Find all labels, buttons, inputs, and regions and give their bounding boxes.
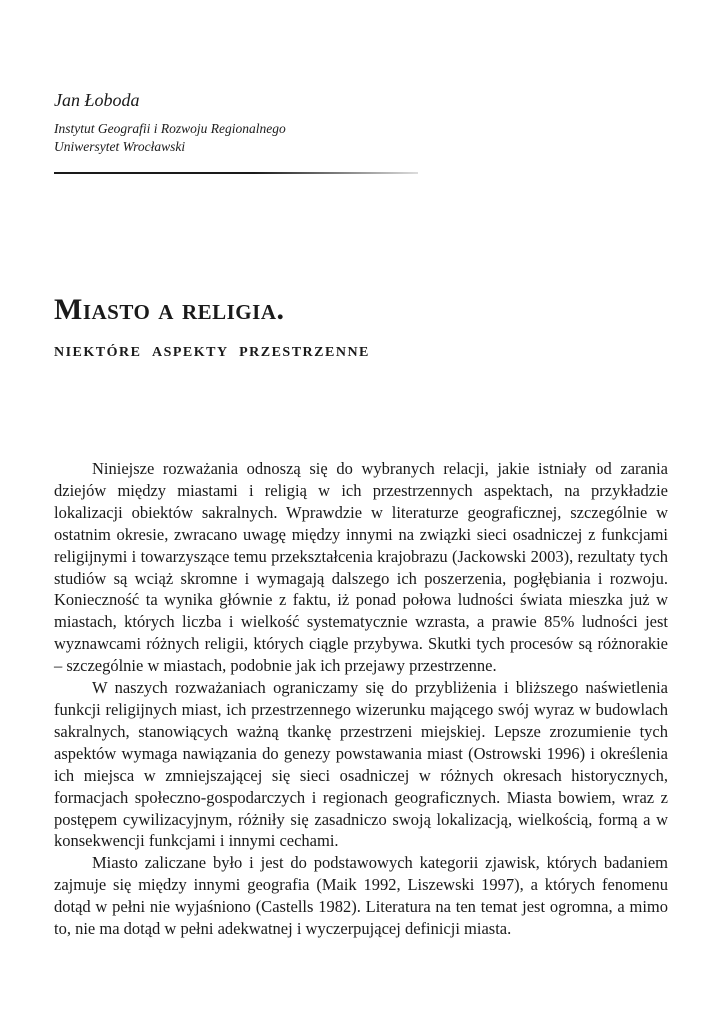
paragraph: Niniejsze rozważania odnoszą się do wybranych relacji, jakie istniały od zarania dziejów między miastami i religią w ich przestrzennych aspektach, na przykładzie lokalizacji obiektów sakralnych. Wprawdzie w literaturze geograficznej, szczególnie w ostatnim okresie, zwracano uwagę między innymi na związki sieci osadniczej z funkcjami religijnymi i towarzyszące temu przekształcenia krajobrazu (Jackowski 2003), rezultaty tych studiów są wciąż skromne i wymagają dalszego ich poszerzenia, pogłębiania i rozwoju. Konieczność ta wynika głównie z faktu, iż ponad połowa ludności świata mieszka już w miastach, których liczba i wielkość systematycznie wzrasta, a prawie 85% ludności jest wyznawcami różnych religii, których ciągle przybywa. Skutki tych procesów są różnorakie – szczególnie w miastach, podobnie jak ich przejawy przestrzenne. <box>54 459 668 676</box>
paragraph: W naszych rozważaniach ograniczamy się do przybliżenia i bliższego naświetlenia funkcji religijnych miast, ich przestrzennego wizerunku mającego swój wyraz w budowlach sakralnych, stanowiących ważną tkankę przestrzeni miejskiej. Lepsze zrozumienie tych aspektów wymaga nawiązania do genezy powstawania miast (Ostrowski 1996) i określenia ich miejsca w zmniejszającej się sieci osadniczej w różnych okresach historycznych, formacjach społeczno-gospodarczych i regionach geograficznych. Miasta bowiem, wraz z postępem cywilizacyjnym, różniły się zasadniczo swoją lokalizacją, wielkością, formą a w konsekwencji funkcjami i innymi cechami. <box>54 678 668 851</box>
affiliation-institute: Instytut Geografii i Rozwoju Regionalnego <box>54 121 286 136</box>
author-name: Jan Łoboda <box>54 90 140 110</box>
paragraph: Miasto zaliczane było i jest do podstawowych kategorii zjawisk, których badaniem zajmuje się między innymi geografia (Maik 1992, Liszewski 1997), a których fenomenu dotąd w pełni nie wyjaśniono (Castells 1982). Literatura na ten temat jest ogromna, a mimo to, nie ma dotąd w pełni adekwatnej i wyczerpującej definicji miasta. <box>54 853 668 939</box>
article-title: Miasto a religia. <box>54 293 285 326</box>
title-block <box>54 292 674 364</box>
affiliation-university: Uniwersytet Wrocławski <box>54 139 186 154</box>
header-divider <box>54 172 418 174</box>
author-block <box>54 88 674 156</box>
body-text <box>54 458 668 940</box>
article-subtitle: niektóre aspekty przestrzenne <box>54 339 370 361</box>
